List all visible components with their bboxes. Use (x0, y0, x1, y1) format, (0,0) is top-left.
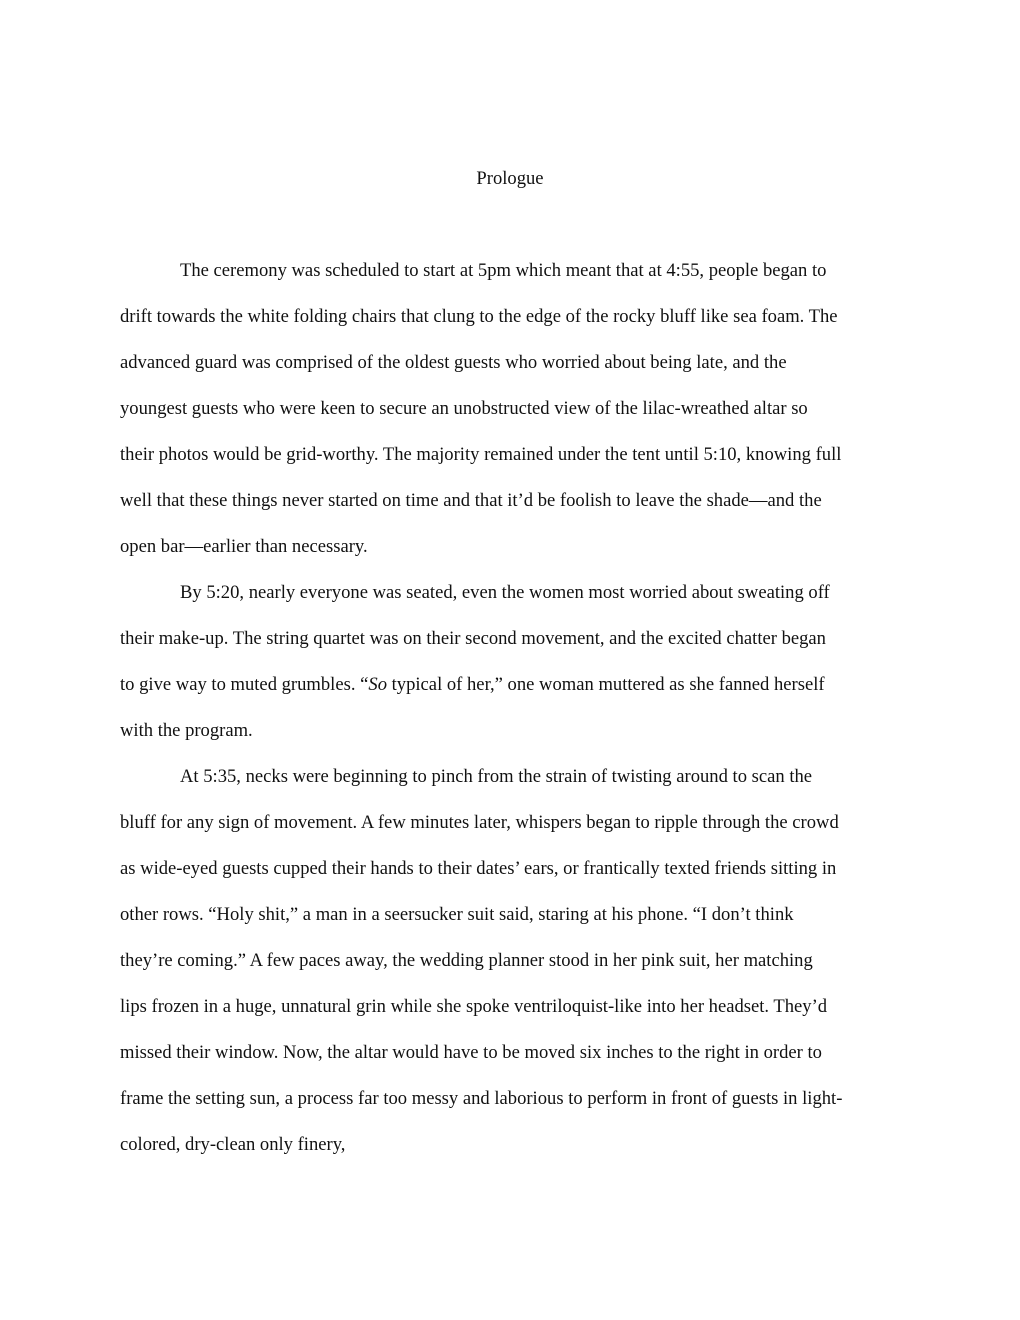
paragraph-2 (120, 576, 900, 760)
text-line: their photos would be grid-worthy. The majority remained under the tent until 5:10, knowing full (120, 444, 842, 465)
text-line: advanced guard was comprised of the oldest guests who worried about being late, and the (120, 352, 787, 373)
text-run: typical of her,” one woman muttered as she fanned herself (386, 674, 825, 695)
paragraph-3 (120, 760, 900, 1174)
text-line: open bar—earlier than necessary. (120, 536, 368, 557)
paragraph-1 (120, 254, 900, 576)
text-line: well that these things never started on time and that it’d be foolish to leave the shade—and the (120, 490, 822, 511)
text-line: By 5:20, nearly everyone was seated, even the women most worried about sweating off (180, 582, 830, 603)
text-line: with the program. (120, 720, 253, 741)
text-line: At 5:35, necks were beginning to pinch from the strain of twisting around to scan the (180, 766, 813, 787)
text-line: other rows. “Holy shit,” a man in a seersucker suit said, staring at his phone. “I don’t think (120, 904, 794, 925)
text-line: as wide-eyed guests cupped their hands to their dates’ ears, or frantically texted friends sitting in (120, 858, 837, 879)
text-line: colored, dry-clean only finery, (120, 1134, 346, 1155)
chapter-title: Prologue (476, 168, 544, 189)
text-line: their make-up. The string quartet was on their second movement, and the excited chatter began (120, 628, 826, 649)
chapter-body (120, 254, 900, 1174)
emphasized-text: So (368, 674, 387, 695)
text-line: missed their window. Now, the altar would have to be moved six inches to the right in order to (120, 1042, 822, 1063)
text-line: The ceremony was scheduled to start at 5pm which meant that at 4:55, people began to (180, 260, 827, 281)
text-run: to give way to muted grumbles. “ (120, 674, 369, 695)
text-line: frame the setting sun, a process far too messy and laborious to perform in front of guests in light- (120, 1088, 843, 1109)
text-line: drift towards the white folding chairs that clung to the edge of the rocky bluff like sea foam. The (120, 306, 838, 327)
text-line: they’re coming.” A few paces away, the wedding planner stood in her pink suit, her matching (120, 950, 813, 971)
text-line: youngest guests who were keen to secure an unobstructed view of the lilac-wreathed altar so (120, 398, 808, 419)
text-line: bluff for any sign of movement. A few minutes later, whispers began to ripple through the crowd (120, 812, 839, 833)
text-line (120, 668, 900, 714)
text-line: lips frozen in a huge, unnatural grin while she spoke ventriloquist-like into her headset. They’d (120, 996, 828, 1017)
